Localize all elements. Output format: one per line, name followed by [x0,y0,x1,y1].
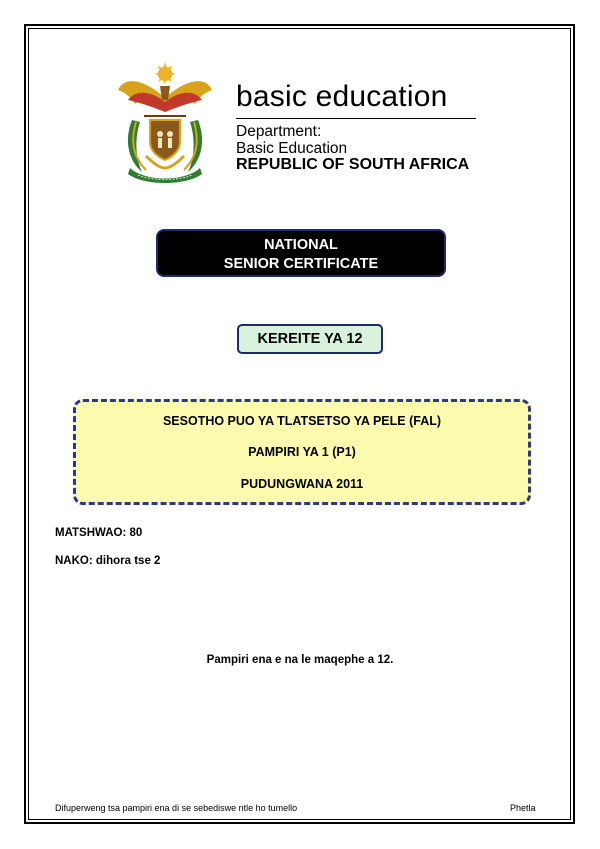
certificate-line-2: SENIOR CERTIFICATE [223,256,379,272]
department-name: Basic Education [236,140,348,157]
brand-title: basic education [236,80,448,113]
exam-session: PUDUNGWANA 2011 [240,477,364,491]
certificate-line-1: NATIONAL [264,237,338,253]
grade-badge: KEREITE YA 12 [237,324,383,354]
turn-over-note: Phetla [510,803,536,813]
certificate-banner [156,229,446,277]
paper-number: PAMPIRI YA 1 (P1) [248,445,356,459]
exam-duration: NAKO: dihora tse 2 [55,555,161,567]
subject-panel [73,399,531,505]
brand-divider [236,118,476,119]
copyright-notice: Difuperweng tsa pampiri ena di se sebediswe ntle ho tumello [55,803,298,813]
country-name: REPUBLIC OF SOUTH AFRICA [236,156,470,173]
page-count-note: Pampiri ena e na le maqephe a 12. [206,654,394,666]
department-label: Department: [236,123,322,140]
total-marks: MATSHWAO: 80 [55,527,143,539]
coat-of-arms-icon [110,60,220,185]
subject-name: SESOTHO PUO YA TLATSETSO YA PELE (FAL) [162,414,442,428]
